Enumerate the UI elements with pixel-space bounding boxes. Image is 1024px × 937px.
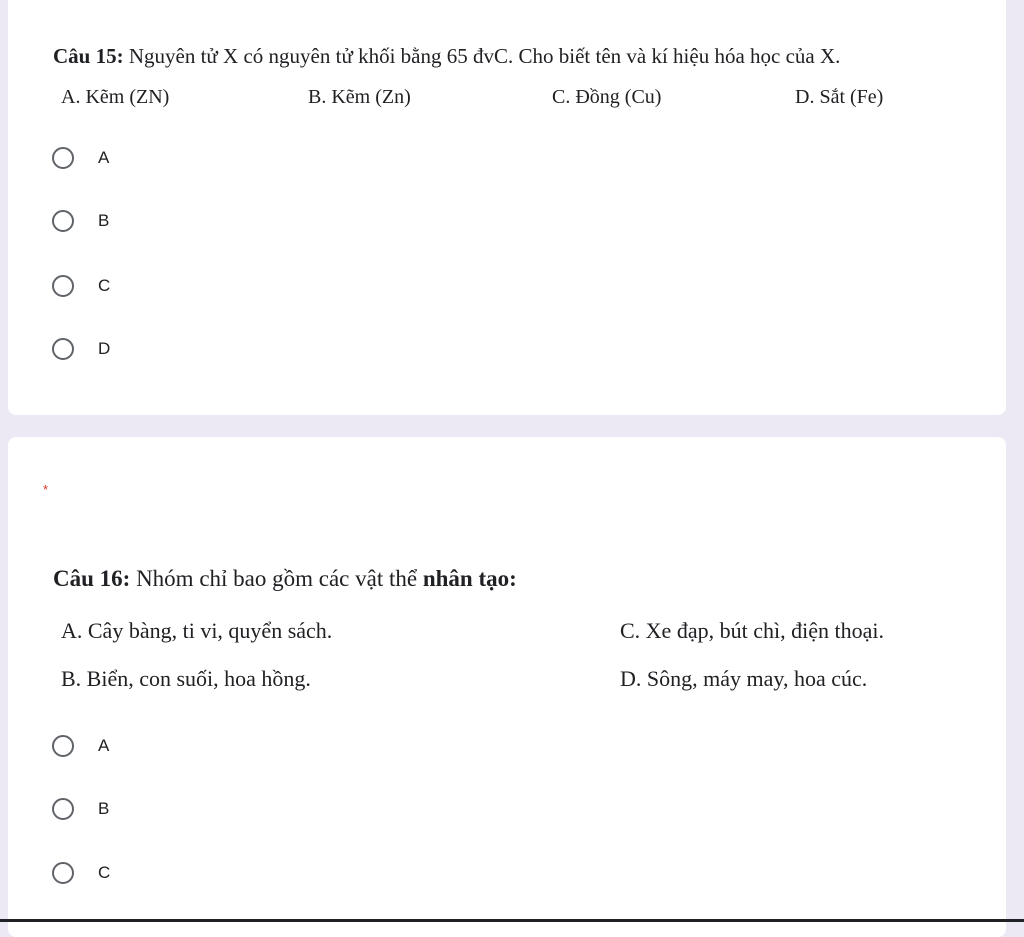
q16-option-a[interactable]: [52, 732, 109, 760]
q16-choice-b: B. Biển, con suối, hoa hồng.: [61, 666, 311, 691]
q15-option-a[interactable]: [52, 144, 109, 172]
q15-option-b-label: B: [98, 211, 110, 230]
q15-choice-b: B. Kẽm (Zn): [308, 86, 411, 108]
required-asterisk: *: [43, 482, 49, 497]
radio-button[interactable]: [52, 147, 74, 169]
q15-option-c[interactable]: [52, 272, 110, 300]
q15-choice-d: D. Sắt (Fe): [795, 86, 884, 108]
q16-choice-c: C. Xe đạp, bút chì, điện thoại.: [620, 618, 884, 643]
q15-choice-c: C. Đồng (Cu): [552, 86, 662, 108]
question-16-text: [53, 566, 517, 592]
q16-choice-a: A. Cây bàng, ti vi, quyển sách.: [61, 618, 333, 643]
radio-button[interactable]: [52, 338, 74, 360]
q15-choice-a: A. Kẽm (ZN): [61, 86, 170, 108]
question-16-emphasis: nhân tạo:: [422, 566, 517, 591]
q15-option-d[interactable]: [52, 335, 110, 363]
question-15-text: [53, 44, 840, 69]
radio-button[interactable]: [52, 275, 74, 297]
radio-button[interactable]: [52, 862, 74, 884]
question-16-body: Nhóm chỉ bao gồm các vật thể: [130, 566, 423, 591]
radio-button[interactable]: [52, 210, 74, 232]
radio-button[interactable]: [52, 735, 74, 757]
question-card-16: [8, 437, 1006, 937]
question-16-number: Câu 16:: [53, 566, 131, 591]
q16-option-a-label: A: [98, 736, 110, 755]
q15-option-b[interactable]: [52, 207, 109, 235]
q15-option-d-label: D: [98, 339, 111, 358]
question-15-number: Câu 15:: [53, 44, 124, 68]
q16-option-b[interactable]: [52, 795, 109, 823]
q16-option-c[interactable]: [52, 859, 110, 887]
question-15-body: Nguyên tử X có nguyên tử khối bằng 65 đvC. Cho biết tên và kí hiệu hóa học của X.: [123, 44, 841, 68]
q15-option-c-label: C: [98, 276, 111, 295]
q15-option-a-label: A: [98, 148, 110, 167]
q16-choice-d: D. Sông, máy may, hoa cúc.: [620, 666, 868, 691]
radio-button[interactable]: [52, 798, 74, 820]
question-card-15: [8, 0, 1006, 415]
q16-option-b-label: B: [98, 799, 110, 818]
q16-option-c-label: C: [98, 863, 111, 882]
